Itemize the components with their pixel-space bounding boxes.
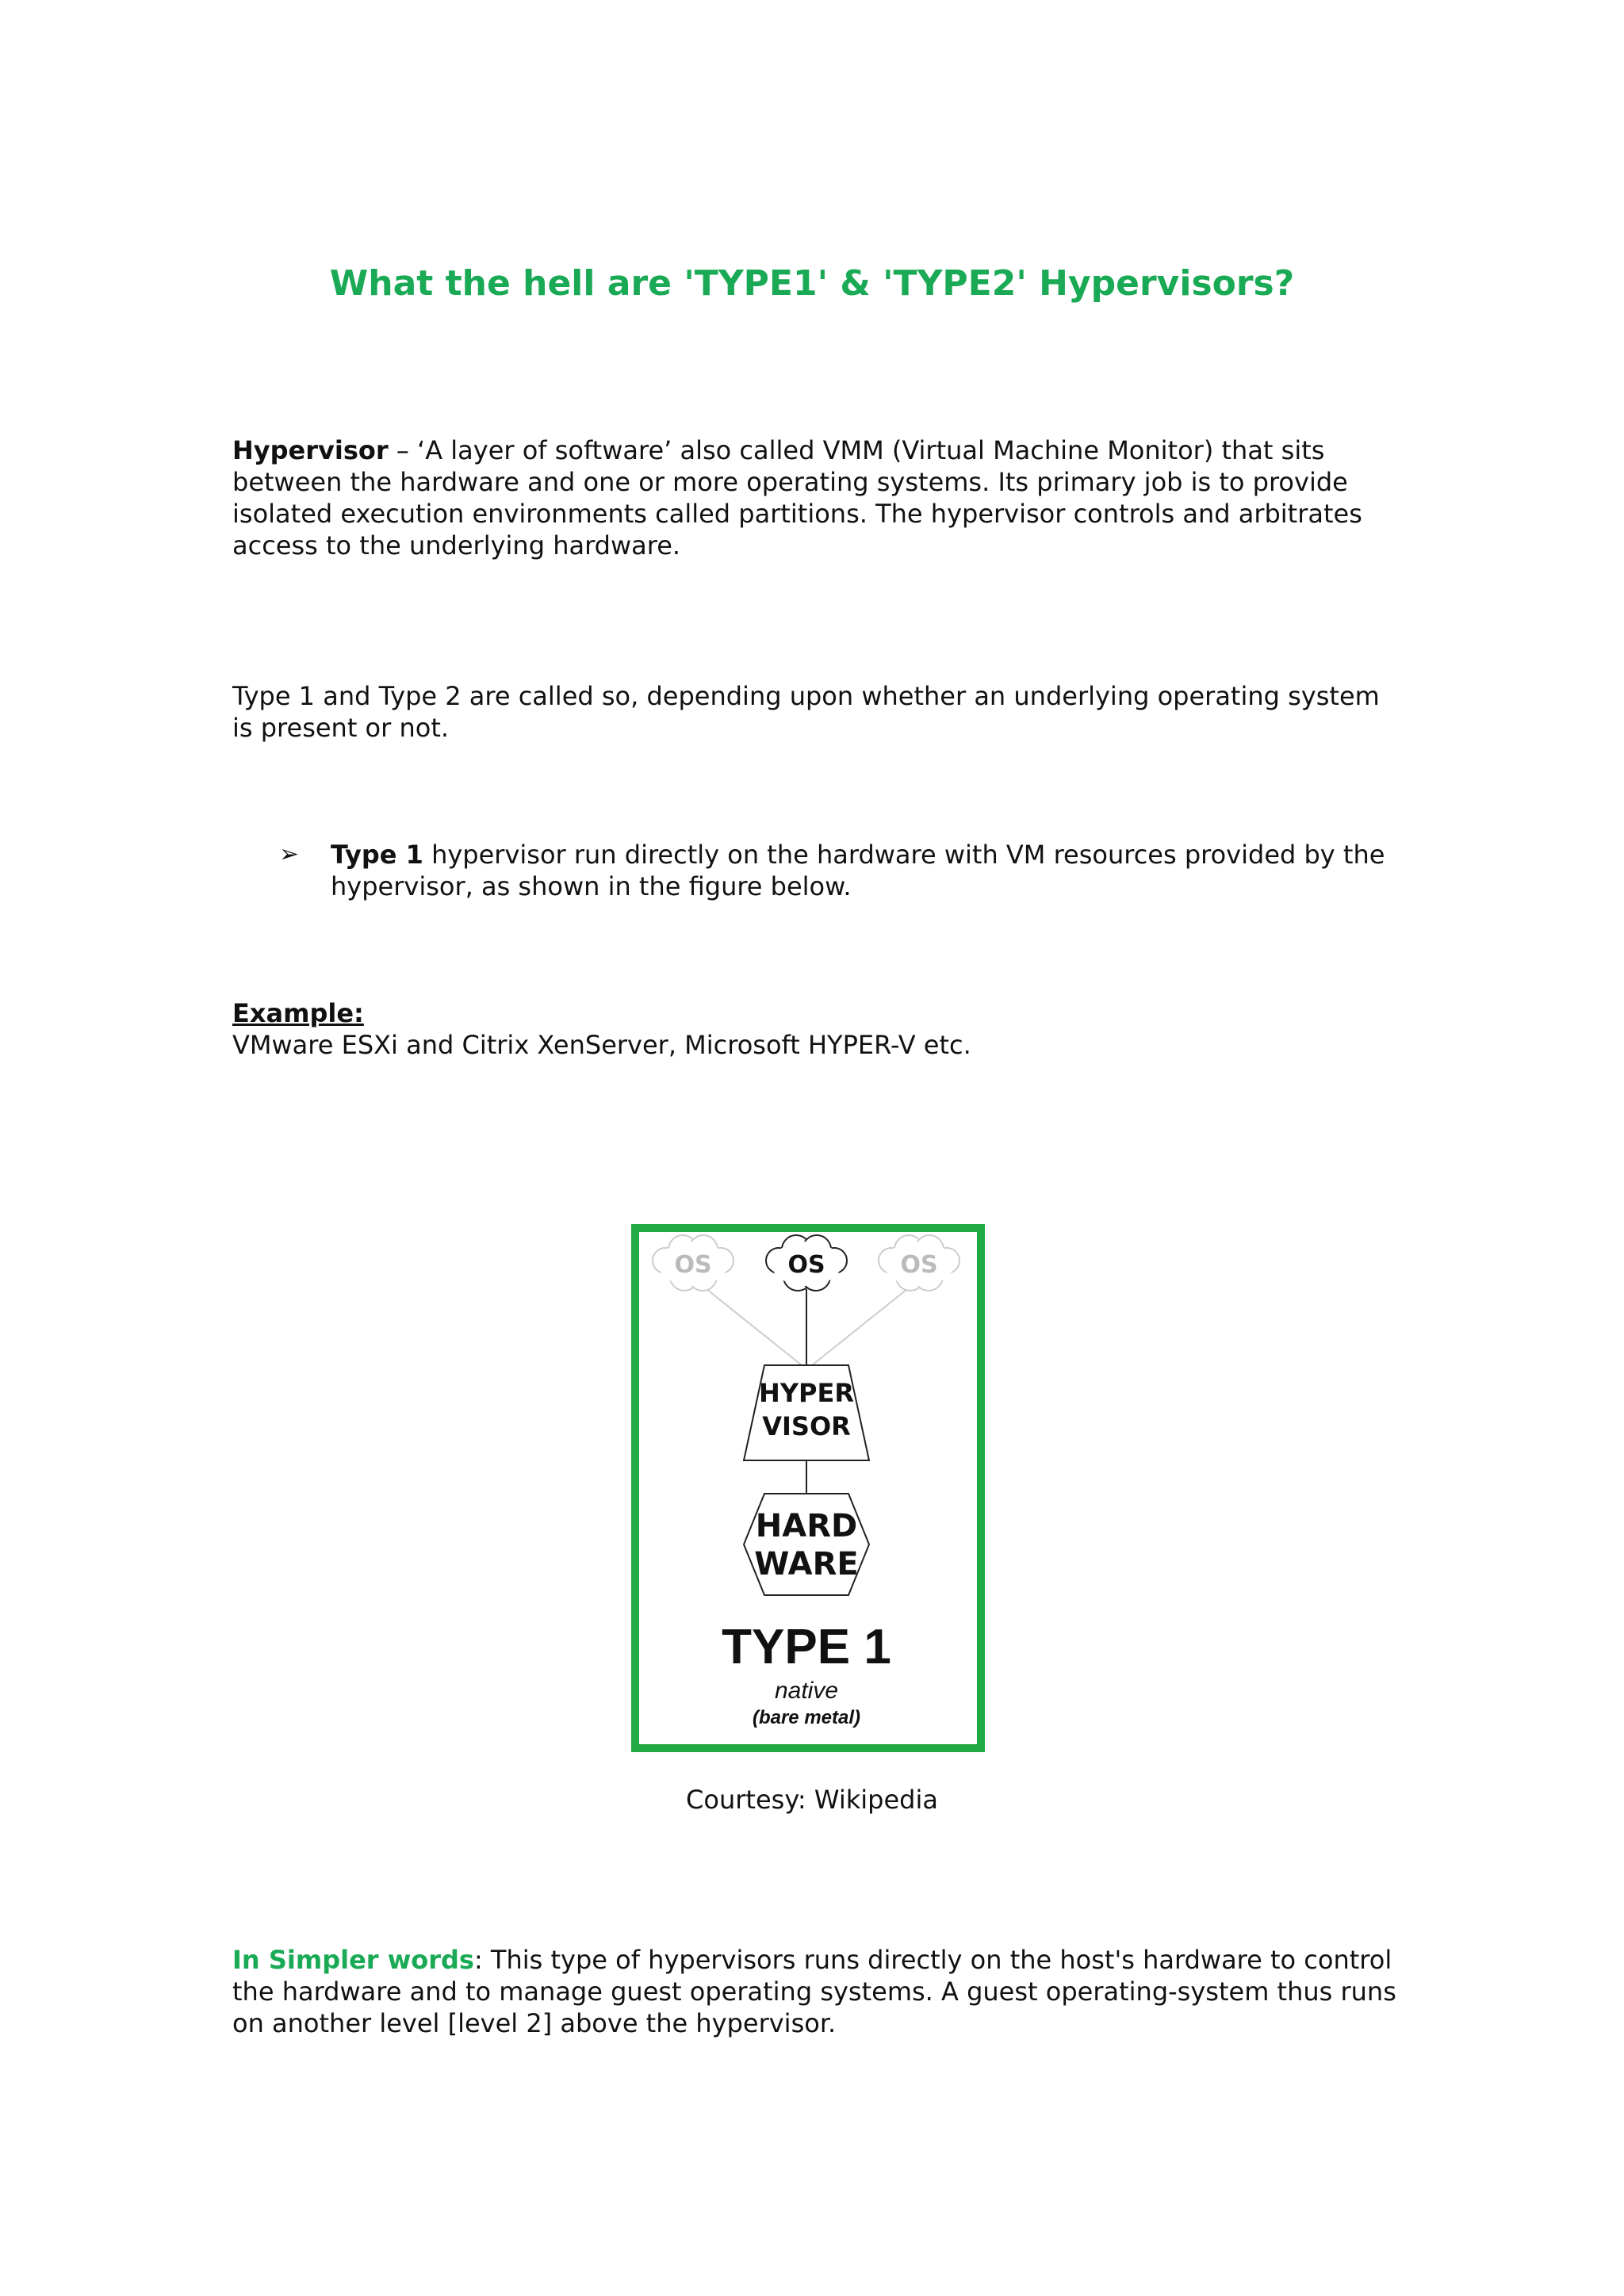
definition-text: – ‘A layer of software’ also called VMM (Virtual Machine Monitor) that sits between the hardware and one or more operating systems. Its primary job is to provide isolated execution environments called partitions. The hypervisor controls and arbitrates access to the underlying hardware. xyxy=(232,435,1362,561)
figure-caption: Courtesy: Wikipedia xyxy=(686,1785,938,1815)
type-label: TYPE 1 xyxy=(722,1620,891,1674)
example-block xyxy=(232,997,1342,1061)
os-label-left: OS xyxy=(674,1251,712,1279)
os-cloud-left-icon xyxy=(653,1235,733,1291)
connector-left xyxy=(703,1286,802,1365)
hypervisor-line2: VISOR xyxy=(762,1411,851,1441)
bullet-body: hypervisor run directly on the hardware with VM resources provided by the hypervisor, as shown in the figure below. xyxy=(331,840,1385,901)
simpler-paragraph xyxy=(232,1944,1406,2039)
intro-paragraph: Type 1 and Type 2 are called so, depending upon whether an underlying operating system is present or not. xyxy=(232,681,1380,743)
example-heading: Example: xyxy=(232,998,364,1028)
hypervisor-line1: HYPER xyxy=(759,1378,854,1408)
hardware-line1: HARD xyxy=(755,1508,858,1544)
os-label-center: OS xyxy=(787,1251,825,1279)
definition-paragraph xyxy=(232,434,1406,561)
arrow-bullet-icon: ➢ xyxy=(279,840,300,868)
type1-hypervisor-figure xyxy=(631,1224,985,1752)
page-title: What the hell are 'TYPE1' & 'TYPE2' Hypervisors? xyxy=(329,263,1295,304)
os-cloud-right-icon xyxy=(879,1235,959,1291)
example-text: VMware ESXi and Citrix XenServer, Microsoft HYPER-V etc. xyxy=(232,1030,971,1060)
hardware-line2: WARE xyxy=(754,1546,859,1582)
bare-metal-label: (bare metal) xyxy=(752,1707,861,1728)
connector-right xyxy=(812,1286,911,1365)
type1-diagram xyxy=(639,1232,977,1744)
bullet-term: Type 1 xyxy=(331,840,423,870)
os-label-right: OS xyxy=(900,1251,938,1279)
simpler-text: : This type of hypervisors runs directly on the host's hardware to control the hardware and to manage guest operating systems. A guest operating-system thus runs on another level [level 2] above the hypervisor. xyxy=(232,1945,1396,2038)
simpler-term: In Simpler words xyxy=(232,1945,474,1975)
os-cloud-center-icon xyxy=(766,1235,847,1291)
native-label: native xyxy=(774,1678,839,1704)
bullet-text xyxy=(331,839,1393,902)
definition-term: Hypervisor xyxy=(232,435,389,465)
